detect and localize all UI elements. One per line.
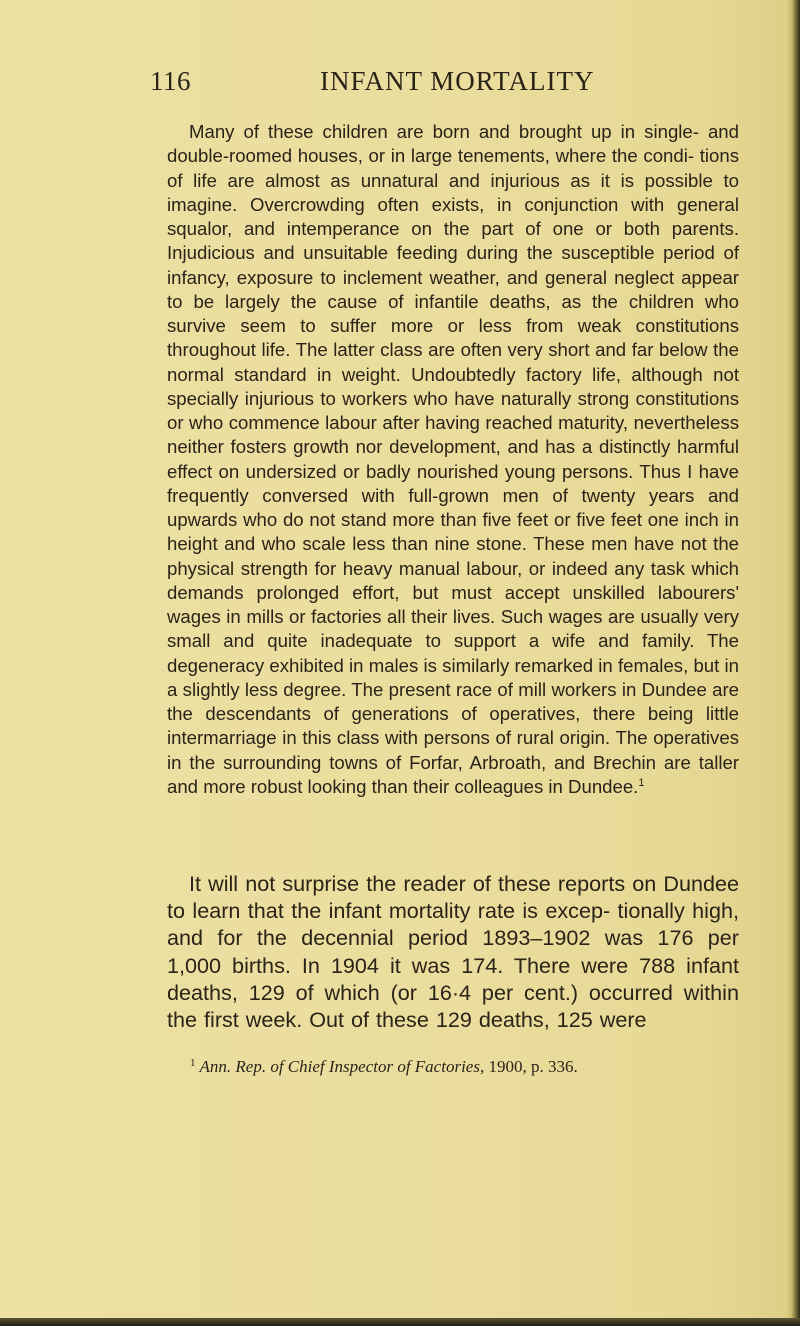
paragraph-overcrowding-text: Many of these children are born and brought up in single- and double-roomed houses, or in large tenements, where the condi- tions of life are almost as unnatural and injurious as it is possible to imagine. Overcrowding often exists, in conjunction with general squalor, and intemperance on the part of one or both parents. Injudicious and unsuitable feeding during the susceptible period of infancy, exposure to inclement weather, and general neglect appear to be largely the cause of infantile deaths, as the children who survive seem to suffer more or less from weak constitutions throughout life. The latter class are often very short and far below the normal standard in weight. Undoubtedly factory life, although not specially injurious to workers who have naturally strong constitutions or who commence labour after having reached maturity, nevertheless neither fosters growth nor development, and has a distinctly harmful effect on undersized or badly nourished young persons. Thus I have frequently conversed with full-grown men of twenty years and upwards who do not stand more than five feet or five feet one inch in height and who scale less than nine stone. These men have not the physical strength for heavy manual labour, or indeed any task which demands prolonged effort, but must accept unskilled labourers' wages in mills or factories all their lives. Such wages are usually very small and quite inadequate to support a wife and family. The degeneracy exhibited in males is similarly remarked in females, but in a slightly less degree. The present race of mill workers in Dundee are the descendants of generations of operatives, there being little intermarriage in this class with persons of rural origin. The operatives in the surrounding towns of Forfar, Arbroath, and Brechin are taller and more robust looking than their colleagues in Dundee. [167,121,739,797]
footnote-mark: 1 [190,1057,196,1069]
paragraph-overcrowding [167,120,739,799]
page-edge-shadow [786,0,800,1326]
paragraph-infant-mortality-rate [167,870,739,1033]
page-number: 116 [150,66,191,96]
running-title: INFANT MORTALITY [320,66,595,96]
running-head [150,66,710,106]
page-bottom-shadow [0,1318,800,1326]
footnote [172,1052,732,1078]
footnote-details: 1900, p. 336. [484,1057,578,1076]
paragraph-infant-mortality-rate-text: It will not surprise the reader of these reports on Dundee to learn that the infant mortality rate is excep- tionally high, and for the decennial period 1893–1902 was 176 per 1,000 births. In 1904 it was 174. There were 788 infant deaths, 129 of which (or 16·4 per cent.) occurred within the first week. Out of these 129 deaths, 125 were [167,871,739,1033]
footnote-reference: 1 [638,776,645,789]
footnote-source: Ann. Rep. of Chief Inspector of Factories, [199,1057,485,1076]
